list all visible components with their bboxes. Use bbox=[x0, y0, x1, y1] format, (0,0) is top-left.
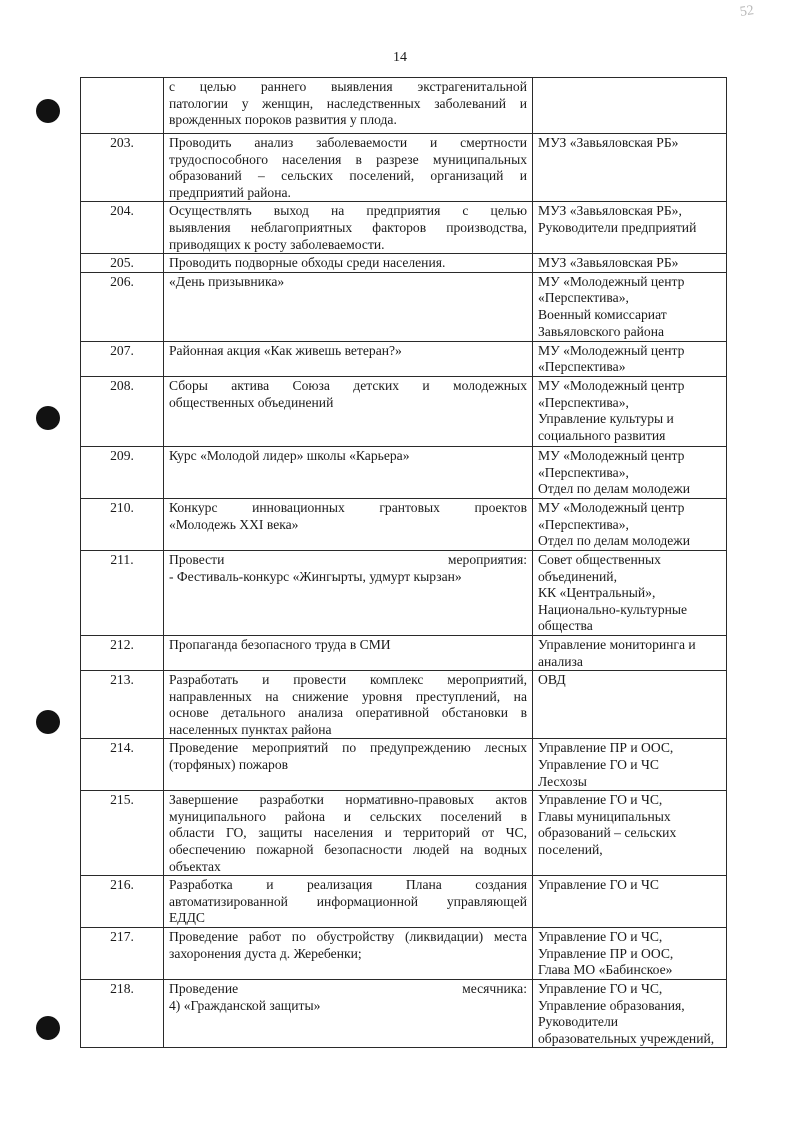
description-line: с целью раннего выявления экстрагенитальной bbox=[169, 79, 527, 94]
activity-description bbox=[164, 980, 533, 1048]
responsible-line: Отдел по делам молодежи bbox=[538, 481, 690, 497]
description-line: области ГО, защиты населения и территорий от ЧС, bbox=[169, 825, 527, 841]
activity-description bbox=[164, 376, 533, 446]
description-line: Конкурс инновационных грантовых проектов bbox=[169, 499, 527, 515]
responsible-line: Руководители предприятий bbox=[538, 219, 697, 235]
responsible-line: Главы муниципальных bbox=[538, 808, 671, 824]
responsible-line: Управление ГО и ЧС, bbox=[538, 929, 663, 945]
responsible-party bbox=[533, 791, 727, 876]
activity-description bbox=[164, 550, 533, 635]
responsible-party bbox=[533, 635, 727, 670]
responsible-line: Управление ПР и ООС, bbox=[538, 945, 674, 961]
description-line: Проведение работ по обустройству (ликвидации) места bbox=[169, 929, 527, 945]
responsible-line: Руководители bbox=[538, 1014, 619, 1030]
responsible-party bbox=[533, 550, 727, 635]
responsible-line: Лесхозы bbox=[538, 773, 587, 789]
description-line: Разработка и реализация Плана создания bbox=[169, 877, 527, 893]
responsible-line: МУ «Молодежный центр bbox=[538, 447, 685, 463]
description-line: - Фестиваль-конкурс «Жингырты, удмурт кырзан» bbox=[169, 568, 462, 584]
description-line: (торфяных) пожаров bbox=[169, 757, 289, 773]
responsible-line: «Перспектива», bbox=[538, 516, 629, 532]
responsible-line: ОВД bbox=[538, 672, 566, 688]
activity-description bbox=[164, 635, 533, 670]
row-number: 207. bbox=[81, 341, 164, 376]
description-line: муниципального района и сельских поселений в bbox=[169, 808, 527, 824]
activity-description bbox=[164, 739, 533, 791]
responsible-line: МУ «Молодежный центр bbox=[538, 377, 685, 393]
description-line: объектах bbox=[169, 858, 221, 874]
responsible-party bbox=[533, 78, 727, 134]
description-line: Районная акция «Как живешь ветеран?» bbox=[169, 342, 402, 358]
row-number: 218. bbox=[81, 980, 164, 1048]
responsible-line: Управление ГО и ЧС, bbox=[538, 981, 663, 997]
responsible-party bbox=[533, 739, 727, 791]
description-line: Осуществлять выход на предприятия с целью bbox=[169, 203, 527, 219]
responsible-line: образовательных учреждений, bbox=[538, 1030, 715, 1046]
table-row bbox=[81, 635, 727, 670]
activity-description bbox=[164, 876, 533, 928]
responsible-line: Глава МО «Бабинское» bbox=[538, 962, 673, 978]
description-line: патологии у женщин, наследственных заболеваний и bbox=[169, 95, 527, 111]
description-line: Провести мероприятия: bbox=[169, 551, 527, 567]
table-row bbox=[81, 928, 727, 980]
activities-table bbox=[80, 77, 727, 1048]
description-line: ЕДДС bbox=[169, 910, 205, 926]
row-number: 204. bbox=[81, 202, 164, 254]
table-row bbox=[81, 980, 727, 1048]
responsible-line: МУ «Молодежный центр bbox=[538, 273, 685, 289]
responsible-line: МУ «Молодежный центр bbox=[538, 499, 685, 515]
description-line: обеспечению пожарной безопасности людей на водных bbox=[169, 842, 527, 858]
description-line: Проводить анализ заболеваемости и смертности bbox=[169, 135, 527, 150]
responsible-line: Управление мониторинга и bbox=[538, 636, 696, 652]
responsible-line: МУЗ «Завьяловская РБ» bbox=[538, 135, 679, 150]
activity-description bbox=[164, 928, 533, 980]
activity-description bbox=[164, 134, 533, 202]
description-line: «Молодежь XXI века» bbox=[169, 516, 299, 532]
activity-description bbox=[164, 498, 533, 550]
activities-table-body bbox=[81, 78, 727, 1048]
row-number: 214. bbox=[81, 739, 164, 791]
description-line: автоматизированной информационной управляющей bbox=[169, 893, 527, 909]
punch-hole-4 bbox=[36, 1016, 60, 1040]
table-row bbox=[81, 671, 727, 739]
table-row bbox=[81, 134, 727, 202]
responsible-line: образований – сельских bbox=[538, 825, 677, 841]
description-line: Завершение разработки нормативно-правовых актов bbox=[169, 792, 527, 808]
table-row bbox=[81, 498, 727, 550]
responsible-line: Военный комиссариат bbox=[538, 306, 667, 322]
punch-hole-2 bbox=[36, 406, 60, 430]
responsible-line: объединений, bbox=[538, 568, 617, 584]
description-line: Проведение месячника: bbox=[169, 981, 527, 997]
responsible-line: общества bbox=[538, 618, 593, 634]
responsible-party bbox=[533, 254, 727, 273]
table-row bbox=[81, 446, 727, 498]
responsible-line: «Перспектива», bbox=[538, 464, 629, 480]
description-line: предприятий района. bbox=[169, 184, 291, 200]
table-row bbox=[81, 739, 727, 791]
responsible-line: социального развития bbox=[538, 427, 666, 443]
row-number: 208. bbox=[81, 376, 164, 446]
table-row bbox=[81, 341, 727, 376]
responsible-line: Управление культуры и bbox=[538, 411, 674, 427]
row-number: 206. bbox=[81, 272, 164, 341]
responsible-party bbox=[533, 341, 727, 376]
row-number: 213. bbox=[81, 671, 164, 739]
description-line: Курс «Молодой лидер» школы «Карьера» bbox=[169, 447, 410, 463]
responsible-party bbox=[533, 980, 727, 1048]
table-row bbox=[81, 376, 727, 446]
activity-description bbox=[164, 272, 533, 341]
description-line: Пропаганда безопасного труда в СМИ bbox=[169, 636, 391, 652]
row-number: 205. bbox=[81, 254, 164, 273]
row-number: 215. bbox=[81, 791, 164, 876]
description-line: Проводить подворные обходы среди населения. bbox=[169, 255, 446, 271]
responsible-party bbox=[533, 376, 727, 446]
description-line: захоронения дуста д. Жеребенки; bbox=[169, 945, 362, 961]
responsible-party bbox=[533, 446, 727, 498]
row-number: 216. bbox=[81, 876, 164, 928]
responsible-line: Национально-культурные bbox=[538, 601, 688, 617]
table-row bbox=[81, 202, 727, 254]
description-line: 4) «Гражданской защиты» bbox=[169, 997, 321, 1013]
description-line: общественных объединений bbox=[169, 394, 334, 410]
row-number: 203. bbox=[81, 134, 164, 202]
description-line: основе детального анализа оперативной обстановки в bbox=[169, 705, 527, 721]
responsible-line: «Перспектива» bbox=[538, 359, 626, 375]
responsible-line: Управление ГО и ЧС bbox=[538, 877, 659, 893]
responsible-party bbox=[533, 928, 727, 980]
description-line: образований – сельских поселений, организаций и bbox=[169, 168, 527, 184]
description-line: направленных на снижение уровня преступлений, на bbox=[169, 688, 527, 704]
table-row bbox=[81, 78, 727, 134]
responsible-line: «Перспектива», bbox=[538, 290, 629, 306]
row-number: 212. bbox=[81, 635, 164, 670]
activity-description bbox=[164, 671, 533, 739]
description-line: Проведение мероприятий по предупреждению лесных bbox=[169, 740, 527, 756]
responsible-line: КК «Центральный», bbox=[538, 585, 656, 601]
activity-description bbox=[164, 791, 533, 876]
row-number: 217. bbox=[81, 928, 164, 980]
row-number: 210. bbox=[81, 498, 164, 550]
responsible-line: МУЗ «Завьяловская РБ», bbox=[538, 203, 682, 219]
activity-description bbox=[164, 78, 533, 134]
responsible-line: МУ «Молодежный центр bbox=[538, 342, 685, 358]
description-line: Сборы актива Союза детских и молодежных bbox=[169, 377, 527, 393]
description-line: населенных пунктах района bbox=[169, 721, 332, 737]
activity-description bbox=[164, 341, 533, 376]
table-row bbox=[81, 272, 727, 341]
punch-hole-1 bbox=[36, 99, 60, 123]
corner-stamp-mark: 52 bbox=[738, 3, 755, 20]
activity-description bbox=[164, 446, 533, 498]
responsible-party bbox=[533, 134, 727, 202]
responsible-party bbox=[533, 272, 727, 341]
description-line: Разработать и провести комплекс мероприятий, bbox=[169, 672, 527, 688]
row-number: 211. bbox=[81, 550, 164, 635]
responsible-line: поселений, bbox=[538, 842, 603, 858]
responsible-line: Управление образования, bbox=[538, 997, 685, 1013]
responsible-party bbox=[533, 498, 727, 550]
row-number: 209. bbox=[81, 446, 164, 498]
description-line: «День призывника» bbox=[169, 273, 285, 289]
responsible-line: МУЗ «Завьяловская РБ» bbox=[538, 255, 679, 271]
responsible-party bbox=[533, 671, 727, 739]
description-line: трудоспособного населения в разрезе муниципальных bbox=[169, 151, 527, 167]
responsible-party bbox=[533, 202, 727, 254]
table-row bbox=[81, 550, 727, 635]
responsible-line: Управление ГО и ЧС, bbox=[538, 792, 663, 808]
description-line: приводящих к росту заболеваемости. bbox=[169, 236, 385, 252]
table-row bbox=[81, 254, 727, 273]
page-number: 14 bbox=[393, 50, 407, 65]
responsible-line: анализа bbox=[538, 653, 583, 669]
responsible-party bbox=[533, 876, 727, 928]
table-row bbox=[81, 791, 727, 876]
description-line: врожденных пороков развития у плода. bbox=[169, 112, 397, 128]
description-line: выявления неблагоприятных факторов производства, bbox=[169, 219, 527, 235]
punch-hole-3 bbox=[36, 710, 60, 734]
row-number bbox=[81, 78, 164, 134]
responsible-line: Совет общественных bbox=[538, 551, 661, 567]
responsible-line: Управление ГО и ЧС bbox=[538, 757, 659, 773]
responsible-line: «Перспектива», bbox=[538, 394, 629, 410]
responsible-line: Завьяловского района bbox=[538, 323, 665, 339]
activity-description bbox=[164, 254, 533, 273]
responsible-line: Управление ПР и ООС, bbox=[538, 740, 674, 756]
activity-description bbox=[164, 202, 533, 254]
table-row bbox=[81, 876, 727, 928]
responsible-line: Отдел по делам молодежи bbox=[538, 533, 690, 549]
